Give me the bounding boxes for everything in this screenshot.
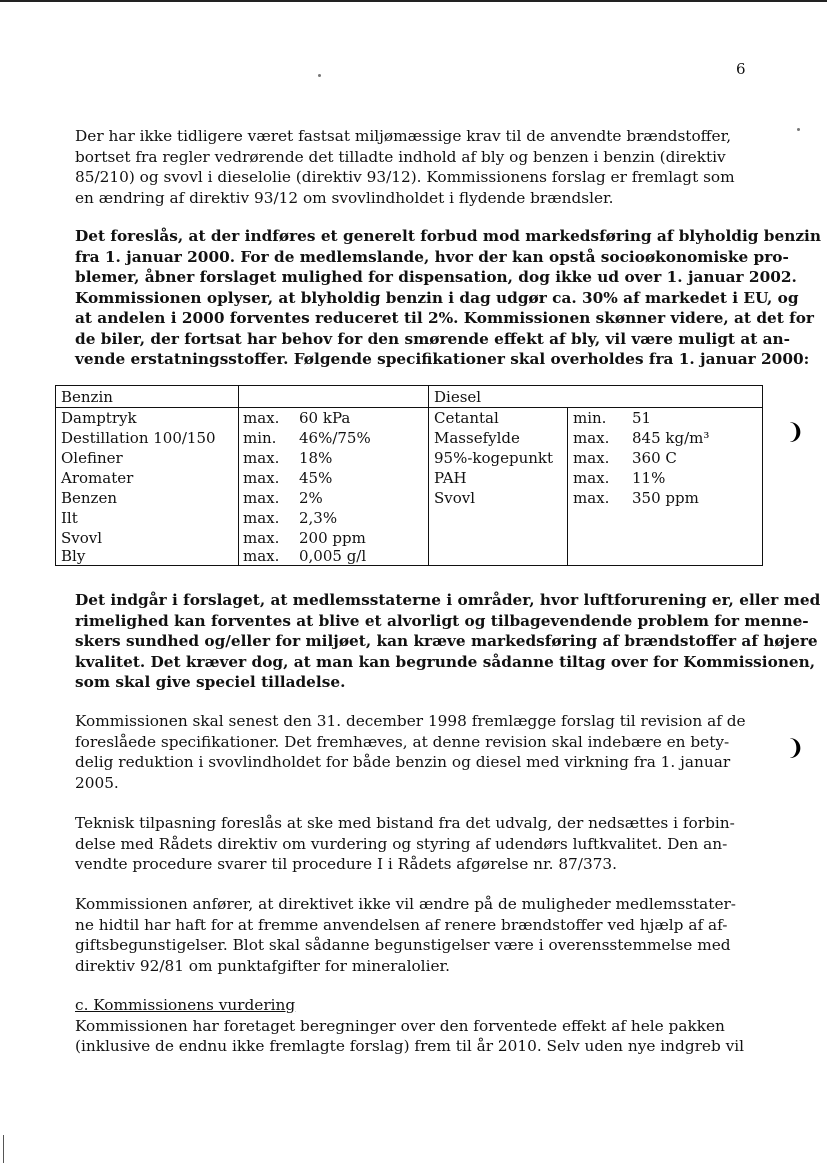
margin-binding-mark: ❩	[786, 420, 805, 445]
text-line: giftsbegunstigelser. Blot skal sådanne begunstigelser være i overensstemmelse med	[75, 936, 731, 954]
text-line: (inklusive de endnu ikke fremlagte forslag) frem til år 2010. Selv uden nye indgreb vil	[75, 1037, 745, 1055]
text-line: 2005.	[75, 773, 119, 792]
benzin-value: 46%/75%	[299, 429, 371, 447]
benzin-param: Damptryk	[61, 409, 137, 427]
diesel-limit: max.	[573, 469, 610, 487]
paragraph-fuel-requirements	[75, 126, 755, 208]
paragraph-technical-adaptation	[75, 813, 755, 875]
table-divider	[238, 386, 239, 565]
diesel-value: 350 ppm	[632, 489, 699, 507]
text-line: som skal give speciel tilladelse.	[75, 673, 346, 691]
section-heading: c. Kommissionens vurdering	[75, 996, 296, 1014]
text-line: Kommissionen skal senest den 31. december 1998 fremlægge forslag til revision af de	[75, 712, 746, 730]
scan-speck	[797, 128, 800, 131]
diesel-param: 95%-kogepunkt	[434, 449, 554, 467]
text-line: kvalitet. Det kræver dog, at man kan begrunde sådanne tiltag over for Kommissionen,	[75, 652, 816, 671]
text-line: Kommissionen anfører, at direktivet ikke vil ændre på de muligheder medlemsstater-	[75, 895, 736, 913]
diesel-value: 360 C	[632, 449, 677, 467]
benzin-param: Destillation 100/150	[61, 429, 216, 447]
text-line: delse med Rådets direktiv om vurdering og styring af udendørs luftkvalitet. Den an-	[75, 834, 728, 853]
diesel-param: Massefylde	[434, 429, 520, 447]
diesel-limit: max.	[573, 429, 610, 447]
text-line: blemer, åbner forslaget mulighed for dispensation, dog ikke ud over 1. januar 2002.	[75, 268, 797, 286]
benzin-header: Benzin	[61, 388, 113, 406]
text-line: Teknisk tilpasning foreslås at ske med bistand fra det udvalg, der nedsættes i forbin-	[75, 814, 735, 832]
paragraph-leaded-ban	[75, 226, 821, 370]
text-line: fra 1. januar 2000. For de medlemslande, hvor der kan opstå socioøkonomiske pro-	[75, 247, 789, 266]
benzin-param: Benzen	[61, 489, 118, 507]
benzin-param: Svovl	[61, 529, 103, 547]
page-number: 6	[736, 60, 746, 78]
benzin-param: Bly	[61, 547, 86, 565]
diesel-limit: min.	[573, 409, 607, 427]
benzin-value: 18%	[299, 449, 333, 467]
page-top-rule	[0, 0, 827, 2]
text-line: Det foreslås, at der indføres et generelt forbud mod markedsføring af blyholdig benzin	[75, 227, 821, 245]
text-line: Kommissionen oplyser, at blyholdig benzin i dag udgør ca. 30% af markedet i EU, og	[75, 288, 799, 307]
diesel-value: 51	[632, 409, 652, 427]
benzin-limit: min.	[243, 429, 277, 447]
text-line: Det indgår i forslaget, at medlemsstaterne i områder, hvor luftforurening er, eller med	[75, 591, 821, 609]
diesel-value: 845 kg/m³	[632, 429, 710, 447]
paragraph-tax-incentives	[75, 894, 755, 976]
text-line: foreslåede specifikationer. Det fremhæves, at denne revision skal indebære en bety-	[75, 732, 730, 751]
text-line: direktiv 92/81 om punktafgifter for mineralolier.	[75, 956, 451, 975]
benzin-limit: max.	[243, 509, 280, 527]
paragraph-revision	[75, 711, 755, 793]
benzin-value: 2%	[299, 489, 323, 507]
table-divider	[428, 386, 429, 565]
margin-binding-mark: ❩	[786, 736, 805, 761]
text-line: rimelighed kan forventes at blive et alvorligt og tilbagevendende problem for menne-	[75, 611, 809, 630]
benzin-limit: max.	[243, 409, 280, 427]
benzin-value: 200 ppm	[299, 529, 366, 547]
diesel-param: Svovl	[434, 489, 476, 507]
benzin-value: 0,005 g/l	[299, 547, 367, 565]
text-line: Kommissionen har foretaget beregninger over den forventede effekt af hele pakken	[75, 1016, 725, 1035]
text-line: vendte procedure svarer til procedure I i Rådets afgørelse nr. 87/373.	[75, 855, 618, 873]
benzin-param: Olefiner	[61, 449, 123, 467]
text-line: delig reduktion i svovlindholdet for både benzin og diesel med virkning fra 1. januar	[75, 753, 731, 771]
scan-edge-line	[3, 1135, 4, 1163]
text-line: Der har ikke tidligere været fastsat miljømæssige krav til de anvendte brændstoffer,	[75, 127, 732, 145]
text-line: bortset fra regler vedrørende det tilladte indhold af bly og benzen i benzin (direktiv	[75, 147, 726, 166]
fuel-specification-table	[55, 385, 763, 566]
diesel-limit: max.	[573, 489, 610, 507]
benzin-limit: max.	[243, 547, 280, 565]
paragraph-air-quality-areas	[75, 590, 821, 693]
benzin-limit: max.	[243, 449, 280, 467]
diesel-limit: max.	[573, 449, 610, 467]
benzin-limit: max.	[243, 469, 280, 487]
benzin-limit: max.	[243, 529, 280, 547]
benzin-value: 60 kPa	[299, 409, 351, 427]
diesel-value: 11%	[632, 469, 666, 487]
text-line: skers sundhed og/eller for miljøet, kan kræve markedsføring af brændstoffer af højere	[75, 632, 818, 650]
table-divider	[567, 407, 568, 565]
text-line: en ændring af direktiv 93/12 om svovlindholdet i flydende brændsler.	[75, 188, 614, 207]
text-line: vende erstatningsstoffer. Følgende specifikationer skal overholdes fra 1. januar 2000:	[75, 350, 810, 368]
benzin-value: 2,3%	[299, 509, 338, 527]
diesel-param: PAH	[434, 469, 467, 487]
text-line: ne hidtil har haft for at fremme anvendelsen af renere brændstoffer ved hjælp af af-	[75, 915, 728, 934]
benzin-param: Ilt	[61, 509, 78, 527]
benzin-param: Aromater	[61, 469, 134, 487]
scan-speck	[318, 74, 321, 77]
section-commission-assessment	[75, 995, 755, 1057]
diesel-param: Cetantal	[434, 409, 499, 427]
text-line: 85/210) og svovl i dieselolie (direktiv 93/12). Kommissionens forslag er fremlagt som	[75, 168, 735, 186]
text-line: at andelen i 2000 forventes reduceret til 2%. Kommissionen skønner videre, at det for	[75, 309, 814, 327]
diesel-header: Diesel	[434, 388, 482, 406]
benzin-value: 45%	[299, 469, 333, 487]
benzin-limit: max.	[243, 489, 280, 507]
text-line: de biler, der fortsat har behov for den smørende effekt af bly, vil være muligt at an-	[75, 329, 791, 348]
